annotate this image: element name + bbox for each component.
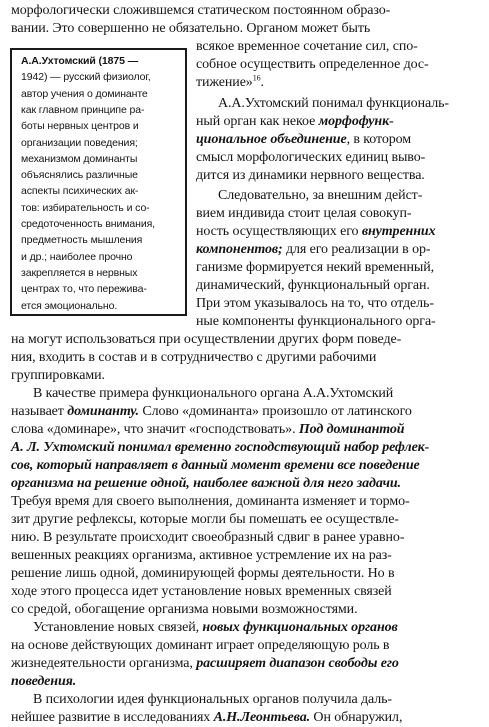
- text-line: ганизме формируется некий временный,: [196, 260, 435, 275]
- text-fragment: тижение»: [196, 75, 253, 90]
- text-line: [196, 74, 264, 92]
- sidebar-line: боты нервных центров и: [21, 120, 139, 133]
- emphasis-term: циональное объединение: [196, 132, 347, 147]
- text-line: Следовательно, за внешним дейст-: [218, 188, 423, 203]
- sidebar-line: средоточенность внимания,: [21, 218, 155, 230]
- emphasis-term: морфофунк-: [318, 114, 394, 129]
- sidebar-line: автор учения о доминанте: [21, 87, 148, 100]
- text-line: на могут использоваться при осуществлении других форм поведе-: [11, 332, 402, 347]
- text-line: вании. Это совершенно не обязательно. Органом может быть: [11, 21, 371, 36]
- emphasis-term: внутренних: [361, 224, 436, 239]
- text-line: собное осуществить определенное дос-: [196, 57, 429, 72]
- text-line: А.А.Ухтомский понимал функциональ-: [218, 96, 449, 111]
- sidebar-line: 1942) — русский физиолог,: [21, 71, 151, 84]
- emphasis-line: поведения.: [11, 674, 77, 689]
- text-line: дится из динамики нервного вещества.: [196, 168, 425, 183]
- text-fragment: ность осуществляющих его: [196, 224, 362, 239]
- text-fragment: Установление новых связей,: [33, 620, 203, 635]
- text-fragment: слова «доминаре», что значит «господствовать».: [11, 422, 299, 437]
- text-line: В психологии идея функциональных органов получила даль-: [33, 692, 392, 707]
- sidebar-line: центрах то, что пережива-: [21, 283, 147, 296]
- emphasis-line: А. Л. Ухтомский понимал временно господствующий набор рефлек-: [11, 440, 430, 455]
- emphasis-term: Под доминантой: [298, 422, 405, 437]
- emphasis-line: организма на решение одной, наиболее важной для него задачи.: [11, 476, 401, 491]
- sidebar-line: механизмом доминанты: [21, 152, 138, 165]
- text-line: смысл морфологических единиц выво-: [196, 150, 426, 165]
- emphasis-term: расширяет диапазон свободы его: [196, 656, 399, 671]
- text-line: всякое временное сочетание сил, спо-: [196, 39, 418, 54]
- sidebar-line: закрепляется в нервных: [21, 266, 138, 279]
- text-line: ния, входить в состав и в сотрудничество с другими рабочими: [11, 350, 377, 365]
- text-line: [11, 655, 399, 673]
- sidebar-line: А.А.Ухтомский (1875 —: [21, 55, 139, 67]
- sidebar-line: и др.; наиболее прочно: [21, 250, 133, 263]
- sidebar-line: аспекты психических ак-: [21, 185, 139, 198]
- sidebar-line: объяснялись различные: [21, 169, 138, 182]
- text-line: со средой, обогащение организма новыми возможностями.: [11, 602, 358, 617]
- text-line: зит другие рефлексы, которые могли бы помешать ее осуществле-: [11, 512, 399, 527]
- text-line: вием индивида стоит целая совокуп-: [196, 206, 412, 221]
- emphasis-line: сов, который направляет в данный момент времени все поведение: [11, 458, 420, 473]
- sidebar-line: тов: избирательность и со-: [21, 201, 150, 214]
- text-line: на основе действующих доминант играет определяющую роль в: [11, 638, 390, 653]
- text-line: вешенных реакциях организма, активное устремление их на раз-: [11, 548, 392, 563]
- sidebar-line: ется эмоционально.: [21, 299, 118, 312]
- text-fragment: для его реализации в ор-: [282, 242, 431, 257]
- text-fragment: нейшее развитие в исследованиях: [11, 710, 214, 725]
- text-fragment: , в котором: [346, 132, 412, 147]
- text-line: [11, 421, 404, 439]
- emphasis-term: компонентов;: [196, 242, 283, 257]
- text-line: динамический, функциональный орган.: [196, 278, 430, 293]
- text-fragment: называет: [11, 404, 68, 419]
- text-line: [196, 131, 411, 149]
- text-line: морфологически сложившемся статическом постоянном образо-: [11, 3, 391, 18]
- text-line: [11, 403, 412, 421]
- sidebar-line: предметность мышления: [21, 234, 143, 247]
- text-fragment: ный орган как некое: [196, 114, 319, 129]
- text-line: Требуя время для своего выполнения, доминанта изменяет и тормо-: [11, 494, 410, 509]
- sidebar-line: организации поведения;: [21, 136, 138, 149]
- text-fragment: Он обнаружил,: [310, 710, 403, 725]
- emphasis-term: А.Н.Леонтьева.: [213, 710, 311, 725]
- text-line: ные компоненты функционального орга-: [196, 314, 436, 329]
- text-line: нию. В результате происходит своеобразный сдвиг в ранее уравно-: [11, 530, 405, 545]
- text-fragment: .: [260, 75, 264, 90]
- text-line: [196, 241, 430, 259]
- text-line: ходе этого процесса идет установление новых временных связей: [11, 584, 392, 599]
- text-line: [33, 619, 398, 637]
- biography-sidebar-box: [10, 48, 187, 316]
- text-line: При этом указывалось на то, что отдель-: [196, 296, 434, 311]
- footnote-ref: 16: [252, 73, 261, 83]
- text-line: В качестве примера функционального органа А.А.Ухтомский: [33, 386, 394, 401]
- emphasis-term: новых функциональных органов: [202, 620, 398, 635]
- text-fragment: жизнедеятельности организма,: [11, 656, 197, 671]
- text-line: [11, 709, 402, 727]
- sidebar-line: как главном принципе ра-: [21, 103, 145, 116]
- text-fragment: Слово «доминанта» произошло от латинского: [138, 404, 412, 419]
- text-line: [196, 223, 436, 241]
- emphasis-term: доминанту.: [67, 404, 139, 419]
- text-line: группировками.: [11, 368, 105, 383]
- text-line: [196, 113, 394, 131]
- text-line: решение лишь одной, доминирующей формы деятельности. Но в: [11, 566, 395, 581]
